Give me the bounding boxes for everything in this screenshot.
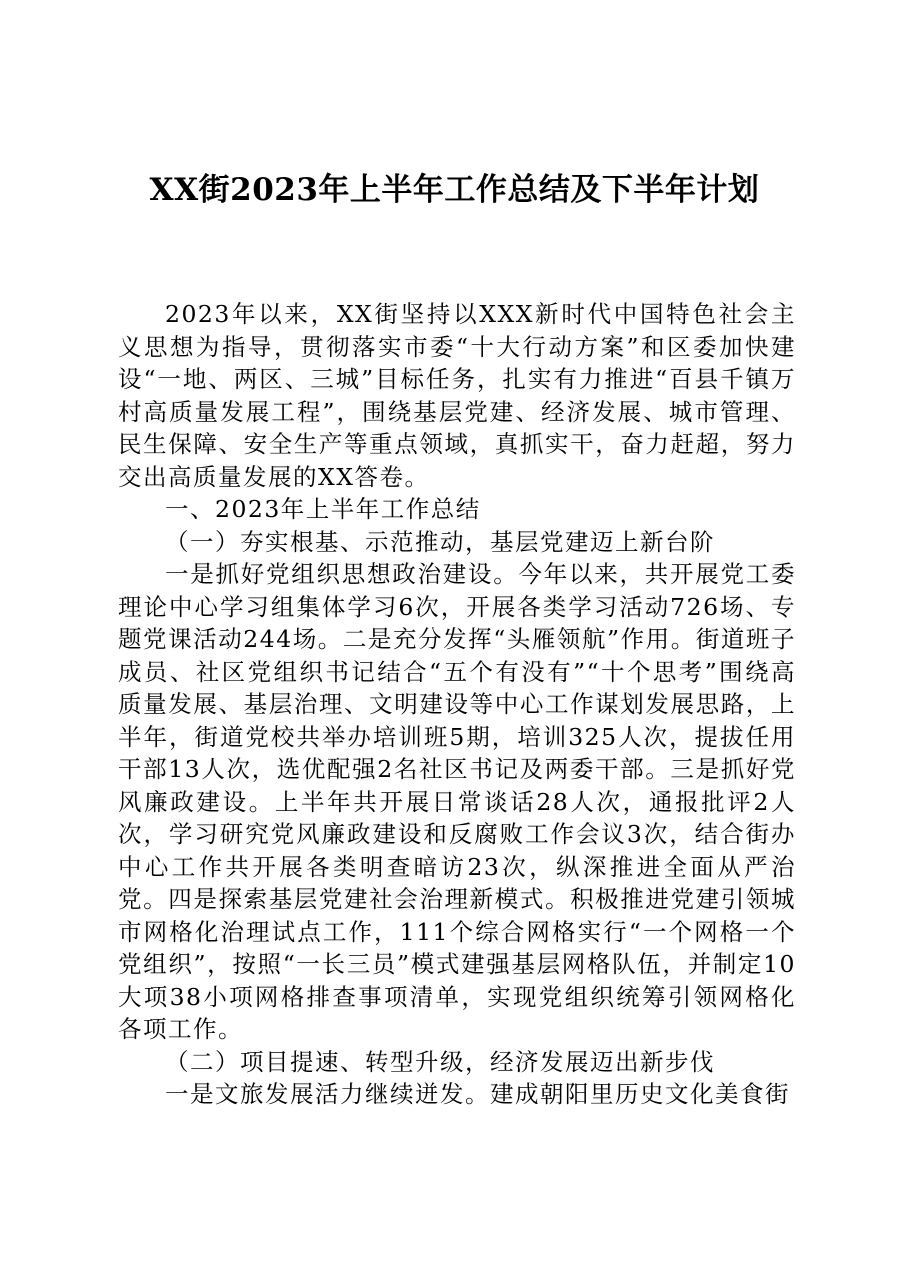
- economy-paragraph: 一是文旅发展活力继续迸发。建成朝阳里历史文化美食街: [165, 1080, 790, 1108]
- subsection-heading-2: （二）项目提速、转型升级，经济发展迈出新步伐: [165, 1047, 715, 1076]
- section-heading-1: 一、2023年上半年工作总结: [165, 495, 481, 523]
- document-title: XX街2023年上半年工作总结及下半年计划: [149, 172, 760, 208]
- party-building-paragraph: 一是抓好党组织思想政治建设。今年以来，共开展党工委理论中心学习组集体学习6次，开展各类学习活动726场、专题党课活动244场。二是充分发挥“头雁领航”作用。街道班子成员、社区党组织书记结合“五个有没有”“十个思考”围绕高质量发展、基层治理、文明建设等中心工作谋划发展思路，上半年，街道党校共举办培训班5期，培训325人次，提拔任用干部13人次，选优配强2名社区书记及两委干部。三是抓好党风廉政建设。上半年共开展日常谈话28人次，通报批评2人次，学习研究党风廉政建设和反腐败工作会议3次，结合街办中心工作共开展各类明查暗访23次，纵深推进全面从严治党。四是探索基层党建社会治理新模式。积极推进党建引领城市网格化治理试点工作，111个综合网格实行“一个网格一个党组织”，按照“一长三员”模式建强基层网格队伍，并制定10大项38小项网格排查事项清单，实现党组织统筹引领网格化各项工作。: [118, 560, 796, 1043]
- intro-paragraph: 2023年以来，XX街坚持以XXX新时代中国特色社会主义思想为指导，贯彻落实市委“十大行动方案”和区委加快建设“一地、两区、三城”目标任务，扎实有力推进“百县千镇万村高质量发展工程”，围绕基层党建、经济发展、城市管理、民生保障、安全生产等重点领域，真抓实干，奋力赶超，努力交出高质量发展的XX答卷。: [118, 300, 796, 491]
- subsection-heading-1: （一）夯实根基、示范推动，基层党建迈上新台阶: [165, 527, 715, 556]
- document-body: [118, 298, 796, 1111]
